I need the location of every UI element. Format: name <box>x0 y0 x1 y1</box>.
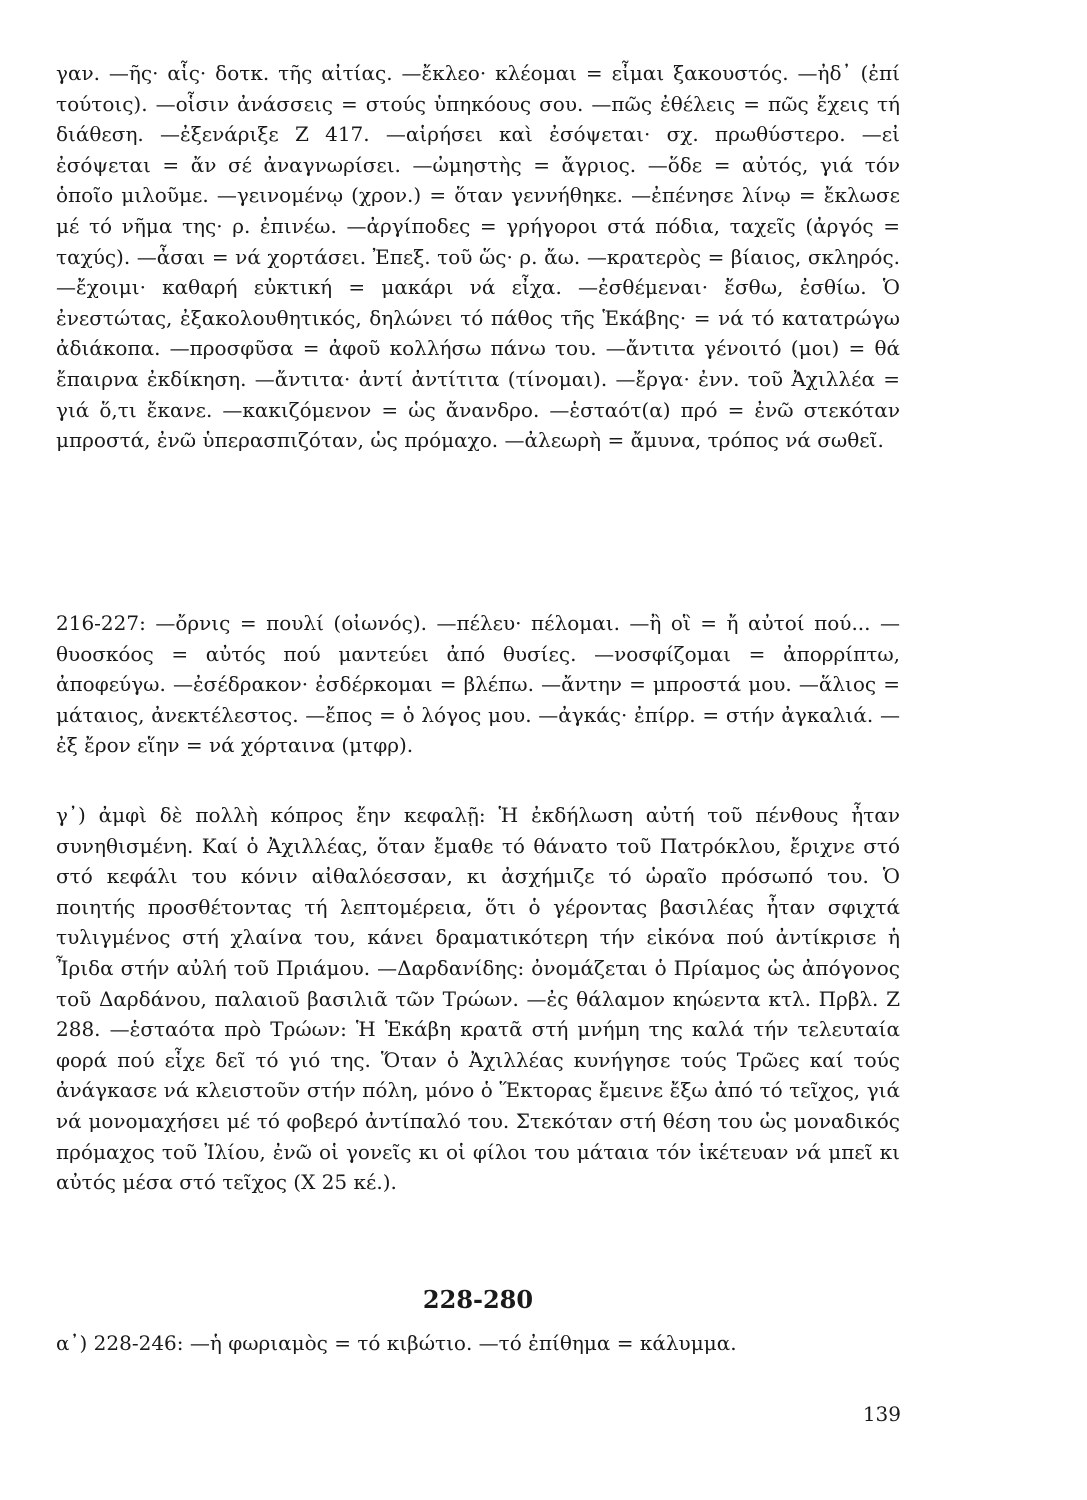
commentary-paragraph-4 <box>56 1328 900 1359</box>
paragraph-text: α᾽) 228-246: —ἡ φωριαμὸς = τό κιβώτιο. —τό ἐπίθημα = κάλυμμα. <box>56 1331 737 1355</box>
commentary-paragraph-2 <box>56 608 900 761</box>
paragraph-text: 216-227: —ὄρνις = πουλί (οἰωνός). —πέλευ· πέλομαι. —ἢ οἳ = ἤ αὐτοί πού... —θυοσκόος = αὐτός πού μαντεύει ἀπό θυσίες. —νοσφίζομαι = ἀπορρίπτω, ἀποφεύγω. —ἐσέδρακον· ἐσδέρκομαι = βλέπω. —ἄντην = μπροστά μου. —ἅλιος = μάταιος, ἀνεκτέλεστος. —ἔπος = ὁ λόγος μου. —ἀγκάς· ἐπίρρ. = στήν ἀγκαλιά. —ἐξ ἔρον εἵην = νά χόρταινα (μτφρ). <box>56 611 900 758</box>
section-heading: 228-280 <box>422 1285 534 1314</box>
page-number: 139 <box>862 1402 901 1426</box>
commentary-paragraph-1 <box>56 58 900 456</box>
paragraph-text: γαν. —ῆς· αἷς· δοτκ. τῆς αἰτίας. —ἔκλεο· κλέομαι = εἶμαι ξακουστός. —ἠδ᾽ (ἐπί τούτοις). —οἷσιν ἀνάσσεις = στούς ὑπηκόους σου. —πῶς ἐθέλεις = πῶς ἔχεις τή διάθεση. —ἐξενάριξε Ζ 417. —αἱρήσει καὶ ἐσόψεται· σχ. πρωθύστερο. —εἰ ἐσόψεται = ἄν σέ ἀναγνωρίσει. —ὠμηστὴς = ἄγριος. —ὅδε = αὐτός, γιά τόν ὁποῖο μιλοῦμε. —γεινομένῳ (χρον.) = ὅταν γεννήθηκε. —ἐπένησε λίνῳ = ἔκλωσε μέ τό νῆμα της· ρ. ἐπινέω. —ἀργίποδες = γρήγοροι στά πόδια, ταχεῖς (ἀργός = ταχύς). —ἆσαι = νά χορτάσει. Ἐπεξ. τοῦ ὥς· ρ. ἄω. —κρατερὸς = βίαιος, σκληρός. —ἔχοιμι· καθαρή εὐκτική = μακάρι νά εἶχα. —ἐσθέμεναι· ἔσθω, ἐσθίω. Ὁ ἐνεστώτας, ἐξακολουθητικός, δηλώνει τό πάθος τῆς Ἑκάβης· = νά τό κατατρώγω ἀδιάκοπα. —προσφῦσα = ἀφοῦ κολλήσω πάνω του. —ἄντιτα γένοιτό (μοι) = θά ἔπαιρνα ἐκδίκηση. —ἄντιτα· ἀντί ἀντίτιτα (τίνομαι). —ἔργα· ἐνν. τοῦ Ἀχιλλέα = γιά ὅ,τι ἔκανε. —κακιζόμενον = ὡς ἄνανδρο. —ἑσταότ(α) πρό = ἐνῶ στεκόταν μπροστά, ἐνῶ ὑπερασπιζόταν, ὡς πρόμαχο. —ἀλεωρὴ = ἄμυνα, τρόπος νά σωθεῖ. <box>56 61 900 453</box>
commentary-paragraph-3 <box>56 800 900 1198</box>
paragraph-text: γ᾽) ἀμφὶ δὲ πολλὴ κόπρος ἔην κεφαλῇ: Ἡ ἐκδήλωση αὐτή τοῦ πένθους ἦταν συνηθισμένη. Καί ὁ Ἀχιλλέας, ὅταν ἔμαθε τό θάνατο τοῦ Πατρόκλου, ἔριχνε στό στό κεφάλι του κόνιν αἰθαλόεσσαν, κι ἀσχήμιζε τό ὡραῖο πρόσωπό του. Ὁ ποιητής προσθέτοντας τή λεπτομέρεια, ὅτι ὁ γέροντας βασιλέας ἦταν σφιχτά τυλιγμένος στή χλαίνα του, κάνει δραματικότερη τήν εἰκόνα πού ἀντίκρισε ἡ Ἶριδα στήν αὐλή τοῦ Πριάμου. —Δαρδανίδης: ὀνομάζεται ὁ Πρίαμος ὡς ἀπόγονος τοῦ Δαρδάνου, παλαιοῦ βασιλιᾶ τῶν Τρώων. —ἐς θάλαμον κηώεντα κτλ. Πρβλ. Ζ 288. —ἑσταότα πρὸ Τρώων: Ἡ Ἑκάβη κρατᾶ στή μνήμη της καλά τήν τελευταία φορά πού εἶχε δεῖ τό γιό της. Ὅταν ὁ Ἀχιλλέας κυνήγησε τούς Τρῶες καί τούς ἀνάγκασε νά κλειστοῦν στήν πόλη, μόνο ὁ Ἕκτορας ἔμεινε ἔξω ἀπό τό τεῖχος, γιά νά μονομαχήσει μέ τό φοβερό ἀντίπαλό του. Στεκόταν στή θέση του ὡς μοναδικός πρόμαχος τοῦ Ἰλίου, ἐνῶ οἱ γονεῖς κι οἱ φίλοι του μάταια τόν ἱκέτευαν νά μπεῖ κι αὐτός μέσα στό τεῖχος (Χ 25 κέ.). <box>56 803 900 1195</box>
